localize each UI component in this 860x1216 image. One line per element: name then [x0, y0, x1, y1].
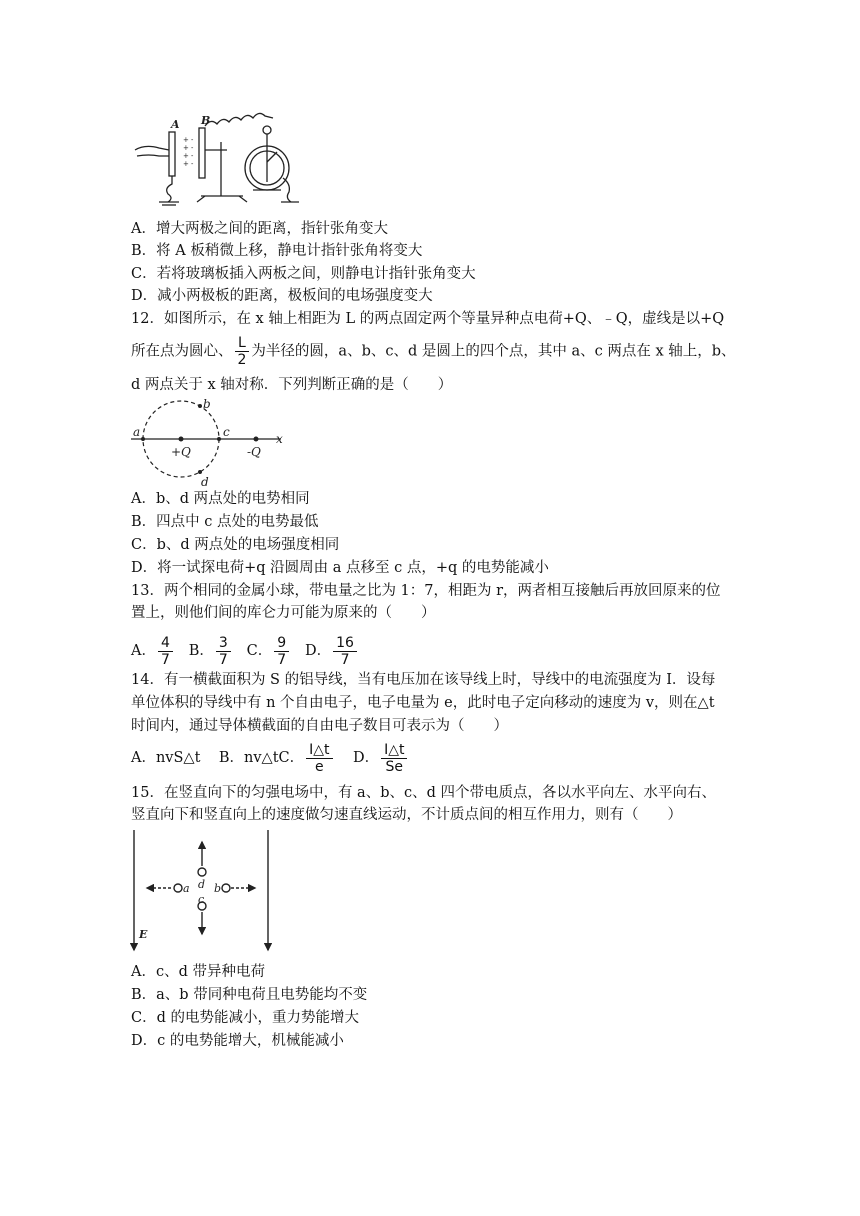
q15-stem-line1: 15．在竖直向下的匀强电场中，有 a、b、c、d 四个带电质点，各以水平向左、水平向右、: [131, 785, 716, 801]
q13-option-b-fraction: [216, 635, 231, 668]
q14-option-b: B．nv△tC．: [218, 750, 305, 766]
q12-option-a: A．b、d 两点处的电势相同: [131, 491, 310, 507]
q12-option-c: C．b、d 两点处的电场强度相同: [131, 537, 340, 553]
positive-charge-label: +Q: [171, 445, 191, 459]
point-a-label: a: [133, 425, 141, 439]
particle-c-label: c: [198, 893, 205, 906]
svg-text:-: -: [191, 136, 194, 144]
fraction-denominator: 7: [277, 651, 287, 668]
q14-options: [131, 740, 409, 776]
q11-option-a: A．增大两极之间的距离，指针张角变大: [131, 221, 388, 237]
svg-text:+: +: [183, 136, 189, 144]
q13-option-c-label: C．: [246, 643, 273, 659]
q13-option-a-label: A．: [131, 643, 156, 659]
dipole-circle-figure: [131, 398, 291, 488]
svg-text:+: +: [183, 152, 189, 160]
q11-option-b: B．将 A 板稍微上移，静电计指针张角将变大: [131, 243, 423, 259]
fraction-numerator: 3: [216, 635, 231, 652]
q15-option-c: C．d 的电势能减小，重力势能增大: [131, 1010, 359, 1026]
q12-stem-line3: d 两点关于 x 轴对称．下列判断正确的是（ ）: [131, 377, 453, 393]
q14-option-d-label: D．: [352, 750, 380, 766]
field-e-label: E: [139, 928, 148, 941]
plate-a-label: A: [171, 118, 180, 131]
q11-option-c: C．若将玻璃板插入两板之间，则静电计指针张角变大: [131, 266, 476, 282]
q14-stem-line3: 时间内，通过导体横截面的自由电子数目可表示为（ ）: [131, 718, 508, 734]
fraction-denominator: e: [315, 758, 324, 775]
q14-option-c-fraction: [306, 742, 332, 775]
q12-option-d: D．将一试探电荷+q 沿圆周由 a 点移至 c 点，+q 的电势能减小: [131, 560, 549, 576]
q12-stem-line2: [131, 335, 736, 368]
fraction-numerator: I△t: [306, 742, 332, 759]
capacitor-electrometer-figure: [131, 112, 306, 207]
fraction-denominator: 2: [237, 352, 247, 368]
fraction-denominator: 7: [218, 651, 228, 668]
negative-charge-label: -Q: [247, 445, 261, 459]
q13-options: [131, 633, 359, 669]
q13-option-b-label: B．: [188, 643, 214, 659]
fraction-numerator: L: [235, 335, 250, 352]
q14-option-a: A．nvS△t: [131, 750, 201, 766]
q15-option-a: A．c、d 带异种电荷: [131, 964, 265, 980]
particle-b-label: b: [214, 882, 222, 895]
svg-text:-: -: [191, 152, 194, 160]
q12-stem-line2-post: 为半径的圆，a、b、c、d 是圆上的四个点，其中 a、c 两点在 x 轴上，b、: [251, 343, 736, 360]
svg-text:+: +: [183, 160, 189, 168]
fraction-denominator: 7: [160, 651, 170, 668]
svg-text:+: +: [183, 144, 189, 152]
q14-option-d-fraction: [381, 742, 407, 775]
x-axis-label: x: [276, 432, 283, 446]
q13-option-d-label: D．: [305, 643, 332, 659]
particle-a-label: a: [183, 882, 190, 895]
point-c-label: c: [223, 425, 230, 439]
q15-stem-line2: 竖直向下和竖直向上的速度做匀速直线运动，不计质点间的相互作用力，则有（ ）: [131, 807, 682, 823]
fraction-numerator: I△t: [381, 742, 407, 759]
point-b-label: b: [203, 398, 211, 411]
particle-d-label: d: [198, 878, 206, 891]
q12-stem-line2-pre: 所在点为圆心、: [131, 343, 233, 360]
q13-option-d-fraction: [333, 635, 357, 668]
fraction-numerator: 4: [158, 635, 173, 652]
svg-text:-: -: [191, 144, 194, 152]
q13-stem-line2: 置上，则他们间的库仑力可能为原来的（ ）: [131, 605, 436, 621]
q12-stem-line1: 12．如图所示，在 x 轴上相距为 L 的两点固定两个等量异种点电荷+Q、﹣Q，虚线是以+Q: [131, 311, 725, 327]
fraction-denominator: Se: [385, 758, 404, 775]
q13-stem-line1: 13．两个相同的金属小球，带电量之比为 1：7，相距为 r，两者相互接触后再放回原来的位: [131, 583, 721, 599]
q13-option-a-fraction: [158, 635, 173, 668]
q15-option-d: D．c 的电势能增大，机械能减小: [131, 1033, 344, 1049]
q13-option-c-fraction: [274, 635, 289, 668]
q12-option-b: B．四点中 c 点处的电势最低: [131, 514, 319, 530]
q11-option-d: D．减小两极板的距离，极板间的电场强度变大: [131, 288, 433, 304]
plate-b-label: B: [201, 114, 211, 127]
fraction-numerator: 9: [274, 635, 289, 652]
q14-stem-line2: 单位体积的导线中有 n 个自由电子，电子电量为 e，此时电子定向移动的速度为 v，则在△t: [131, 695, 715, 711]
svg-text:-: -: [191, 160, 194, 168]
q14-stem-line1: 14．有一横截面积为 S 的铝导线，当有电压加在该导线上时，导线中的电流强度为 I．设每: [131, 672, 716, 688]
fraction-denominator: 7: [340, 651, 350, 668]
fraction-numerator: 16: [333, 635, 357, 652]
q15-option-b: B．a、b 带同种电荷且电势能均不变: [131, 987, 368, 1003]
uniform-field-figure: [125, 826, 275, 958]
radius-fraction: [235, 335, 250, 368]
point-d-label: d: [201, 475, 209, 488]
